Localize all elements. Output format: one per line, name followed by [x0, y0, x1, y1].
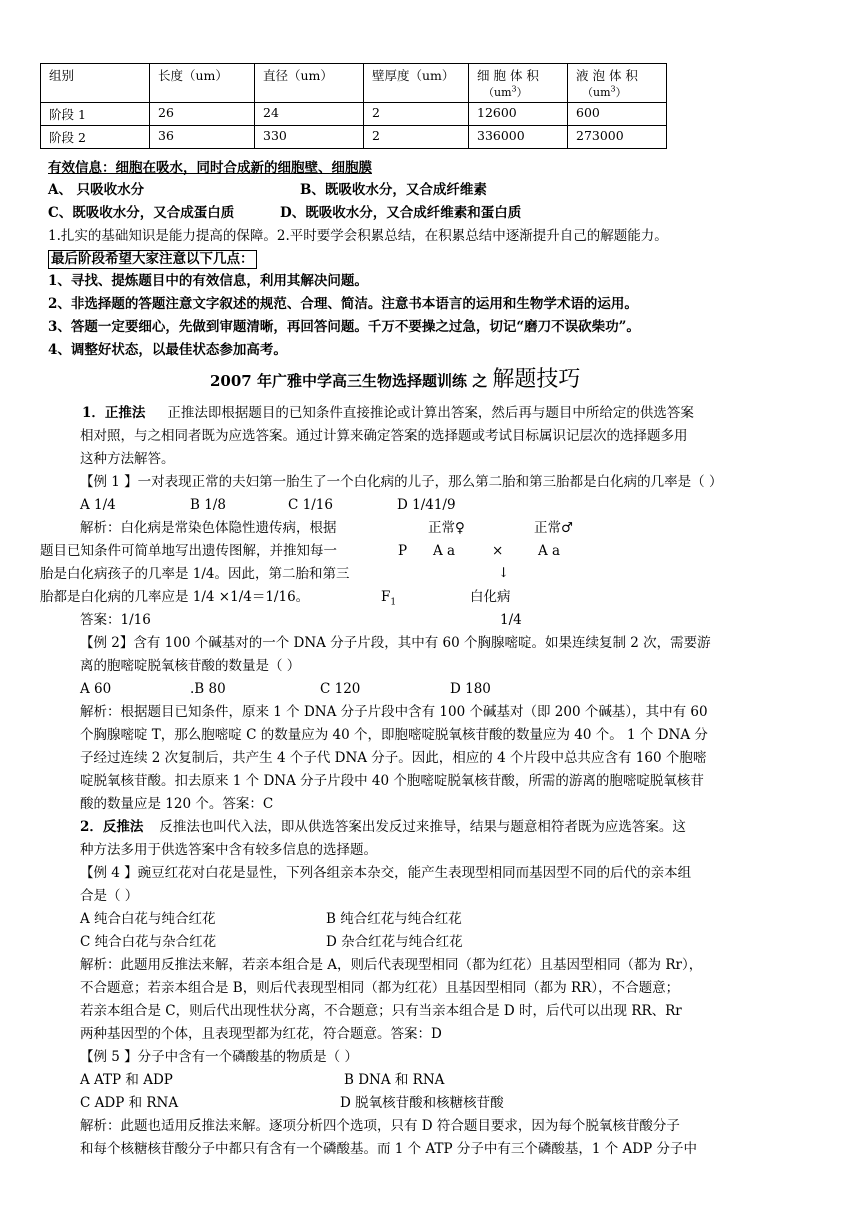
choice: .B 80: [190, 681, 226, 697]
choice: D 180: [450, 681, 491, 697]
choice: B 纯合红花与纯合红花: [326, 911, 462, 927]
point-item: 2、非选择题的答题注意文字叙述的规范、合理、简洁。注意书本语言的运用和生物学术语的运用。: [48, 296, 638, 312]
summary-note: 1.扎实的基础知识是能力提高的保障。2.平时要学会积累总结，在积累总结中逐渐提升自己的解题能力。: [48, 228, 668, 244]
example-4-question: 【例 4 】豌豆红花对白花是显性，下列各组亲本杂交，能产生表现型相同而基因型不同的后代的亲本组: [80, 865, 692, 881]
answer: 答案：1/16: [80, 612, 151, 628]
point-item: 1、寻找、提炼题目中的有效信息，利用其解决问题。: [48, 273, 368, 289]
table-cell: 336000: [469, 126, 568, 149]
diagram-male-label: 正常♂: [534, 520, 574, 536]
final-heading: 最后阶段希望大家注意以下几点：: [48, 250, 257, 269]
example-2-question: 【例 2】含有 100 个碱基对的一个 DNA 分子片段，其中有 60 个胸腺嘧啶。如果连续复制 2 次，需要游: [80, 635, 711, 651]
diagram-f1-label: $F_1$: [381, 589, 397, 608]
data-table: [40, 63, 667, 149]
analysis-line: 解析：白化病是常染色体隐性遗传病，根据: [80, 520, 337, 536]
diagram-genotype: A a: [538, 543, 561, 559]
choice: D 1/41/9: [397, 497, 456, 513]
choice: A ATP 和 ADP: [80, 1072, 173, 1088]
choice: C ADP 和 RNA: [80, 1095, 179, 1111]
method-1-heading: 1．正推法: [82, 405, 146, 421]
diagram-arrow: ↓: [498, 565, 510, 581]
analysis-line: 若亲本组合是 C，则后代出现性状分离，不合题意；只有当亲本组合是 D 时，后代可以出现 RR、Rr: [80, 1003, 682, 1019]
point-item: 4、调整好状态，以最佳状态参加高考。: [48, 342, 287, 358]
point-item: 3、答题一定要细心，先做到审题清晰，再回答问题。千万不要操之过急，切记“磨刀不误砍柴功”。: [48, 319, 640, 335]
table-cell: 273000: [568, 126, 667, 149]
table-header-cell: [568, 64, 667, 103]
option-a: A、 只吸收水分: [48, 182, 145, 198]
method-2-heading: 2．反推法: [80, 819, 144, 835]
analysis-line: 啶脱氧核苷酸。扣去原来 1 个 DNA 分子片段中 40 个胞嘧啶脱氧核苷酸，所需的游离的胞嘧啶脱氧核苷: [80, 773, 704, 789]
effective-info: 有效信息：细胞在吸水，同时合成新的细胞壁、细胞膜: [48, 160, 372, 176]
analysis-line: 个胸腺嘧啶 T，那么胞嘧啶 C 的数量应为 40 个，即胞嘧啶脱氧核苷酸的数量应为 40 个。 1 个 DNA 分: [80, 727, 708, 743]
choice: A 60: [80, 681, 112, 697]
example-5-question: 【例 5 】分子中含有一个磷酸基的物质是（ ）: [80, 1049, 358, 1065]
option-b: B、既吸收水分，又合成纤维素: [300, 182, 487, 198]
text-line: 这种方法解答。: [80, 451, 175, 467]
analysis-line: 题目已知条件可简单地写出遗传图解，并推知每一: [40, 543, 337, 559]
analysis-line: 解析：根据题目已知条件，原来 1 个 DNA 分子片段中含有 100 个碱基对（即 200 个碱基），其中有 60: [80, 704, 708, 720]
table-cell: 阶段 2: [41, 126, 150, 149]
analysis-line: 解析：此题也适用反推法来解。逐项分析四个选项，只有 D 符合题目要求，因为每个脱氧核苷酸分子: [80, 1118, 680, 1134]
method-2-line: 2．反推法 反推法也叫代入法，即从供选答案出发反过来推导，结果与题意相符者既为应选答案。这: [80, 819, 686, 835]
table-cell: 36: [150, 126, 255, 149]
choice: A 1/4: [80, 497, 116, 513]
header-unit: $(um^3)$: [582, 84, 627, 99]
choice: C 纯合白花与杂合红花: [80, 934, 217, 950]
choice: B DNA 和 RNA: [344, 1072, 445, 1088]
analysis-line: 解析：此题用反推法来解，若亲本组合是 A，则后代表现型相同（都为红花）且基因型相同（都为 Rr），: [80, 957, 703, 973]
table-cell: 24: [255, 103, 364, 126]
method-1-line: 1．正推法 正推法即根据题目的已知条件直接推论或计算出答案，然后再与题目中所给定的供选答案: [82, 405, 694, 421]
table-cell: 阶段 1: [41, 103, 150, 126]
text-line: 离的胞嘧啶脱氧核苷酸的数量是（ ）: [80, 658, 301, 674]
table-cell: 2: [364, 103, 469, 126]
table-header-cell: [469, 64, 568, 103]
table-row: [41, 126, 667, 149]
analysis-line: 两种基因型的个体，且表现型都为红花，符合题意。答案：D: [80, 1026, 442, 1042]
table-header-cell: 直径（um）: [255, 64, 364, 103]
diagram-offspring: 白化病: [470, 589, 511, 605]
choice: D 杂合红花与纯合红花: [326, 934, 463, 950]
option-c: C、既吸收水分，又合成蛋白质: [48, 205, 235, 221]
page-title: 2007 年广雅中学高三生物选择题训练 之 解题技巧: [210, 367, 581, 392]
table-cell: 2: [364, 126, 469, 149]
choice: C 120: [320, 681, 361, 697]
table-header-cell: 组别: [41, 64, 150, 103]
choice: D 脱氧核苷酸和核糖核苷酸: [340, 1095, 504, 1111]
header-label: 细 胞 体 积: [477, 68, 539, 83]
table-header-cell: 长度（um）: [150, 64, 255, 103]
table-cell: 12600: [469, 103, 568, 126]
analysis-line: 酸的数量应是 120 个。答案：C: [80, 796, 274, 812]
header-label: 液 泡 体 积: [576, 68, 638, 83]
choice: B 1/8: [190, 497, 226, 513]
text-line: 相对照，与之相同者既为应选答案。通过计算来确定答案的选择题或考试目标属识记层次的选择题多用: [80, 428, 688, 444]
diagram-p-label: P: [398, 543, 408, 559]
text-line: 种方法多用于供选答案中含有较多信息的选择题。: [80, 842, 377, 858]
table-cell: 330: [255, 126, 364, 149]
diagram-female-label: 正常♀: [428, 520, 465, 536]
table-cell: 26: [150, 103, 255, 126]
diagram-genotype: A a: [433, 543, 456, 559]
analysis-line: 和每个核糖核苷酸分子中都只有含有一个磷酸基。而 1 个 ATP 分子中有三个磷酸基，1 个 ADP 分子中: [80, 1141, 697, 1157]
header-unit: $(um^3)$: [483, 84, 528, 99]
table-header-cell: 壁厚度（um）: [364, 64, 469, 103]
analysis-line: 子经过连续 2 次复制后，共产生 4 个子代 DNA 分子。因此，相应的 4 个片段中总共应含有 160 个胞嘧: [80, 750, 707, 766]
analysis-line: 胎都是白化病的几率应是 1/4 ×1/4＝1/16。: [40, 589, 310, 605]
diagram-cross-symbol: ×: [492, 543, 504, 559]
example-1-question: 【例 1 】一对表现正常的夫妇第一胎生了一个白化病的儿子，那么第二胎和第三胎都是白化病的几率是（ ）: [80, 474, 723, 490]
text-line: 合是（ ）: [80, 888, 139, 904]
analysis-line: 胎是白化病孩子的几率是 1/4。因此，第二胎和第三: [40, 566, 350, 582]
table-header-row: [41, 64, 667, 103]
option-d: D、既吸收水分，又合成纤维素和蛋白质: [280, 205, 522, 221]
diagram-probability: 1/4: [500, 612, 522, 628]
analysis-line: 不合题意；若亲本组合是 B，则后代表现型相同（都为红花）且基因型相同（都为 RR），不合题意；: [80, 980, 680, 996]
table-cell: 600: [568, 103, 667, 126]
table-row: [41, 103, 667, 126]
choice: C 1/16: [288, 497, 333, 513]
choice: A 纯合白花与纯合红花: [80, 911, 216, 927]
